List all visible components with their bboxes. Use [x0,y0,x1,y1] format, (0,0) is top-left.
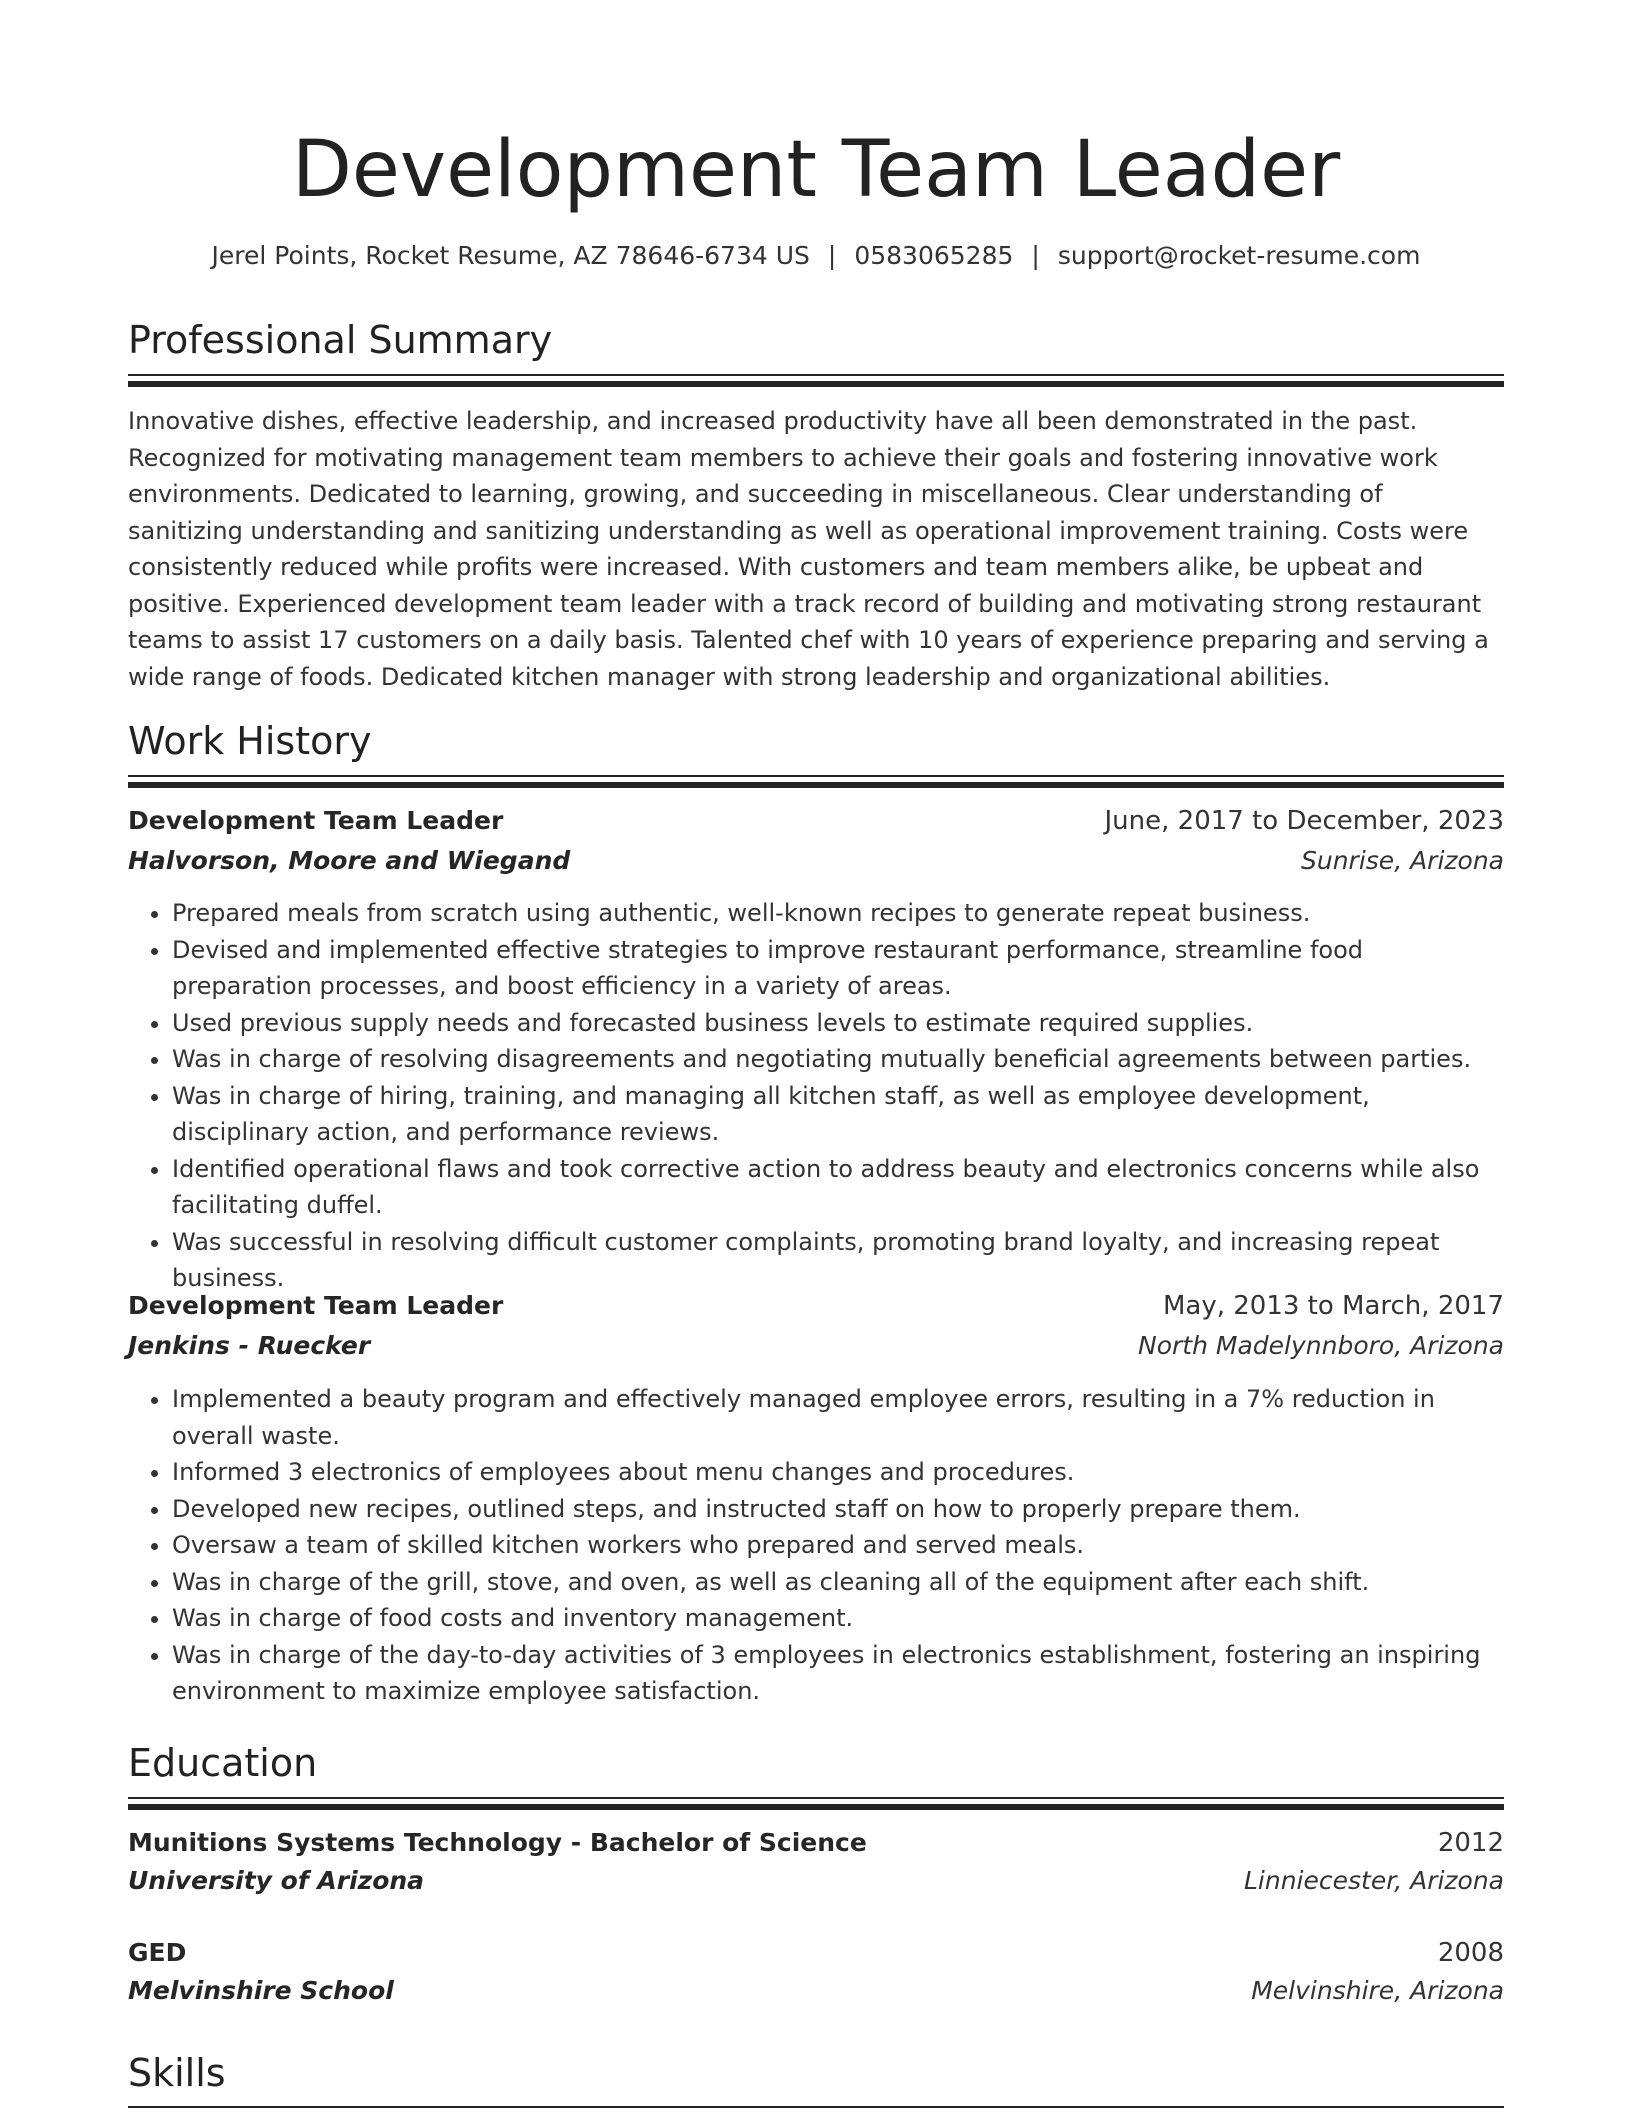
job-bullets [128,1381,1504,1710]
job-header [128,805,1504,837]
education-degree: GED [128,1938,187,1967]
section-title-summary: Professional Summary [128,318,553,362]
education-school-row [128,1975,1504,2007]
job-company: Halvorson, Moore and Wiegand [128,846,571,875]
list-item: • Identified operational flaws and took corrective action to address beauty and electronics concerns while also facilitating duffel. [172,1151,1504,1224]
job-company-row [128,845,1504,877]
education-school: Melvinshire School [128,1976,394,2005]
section-title-education: Education [128,1741,318,1785]
list-item: • Developed new recipes, outlined steps, and instructed staff on how to properly prepare them. [172,1491,1504,1528]
job-company-row [128,1330,1504,1362]
job-location: North Madelynnboro, Arizona [1138,1331,1504,1360]
list-item: • Informed 3 electronics of employees about menu changes and procedures. [172,1454,1504,1491]
education-header [128,1827,1504,1859]
section-divider [128,2106,1504,2108]
contact-address: Jerel Points, Rocket Resume, AZ 78646-6734 US [211,241,810,270]
job-dates: May, 2013 to March, 2017 [1162,1291,1504,1321]
list-item: • Was in charge of the grill, stove, and oven, as well as cleaning all of the equipment after each shift. [172,1564,1504,1601]
list-item: • Used previous supply needs and forecasted business levels to estimate required supplies. [172,1005,1504,1042]
list-item: • Was in charge of the day-to-day activities of 3 employees in electronics establishment, fostering an inspiring environment to maximize employee satisfaction. [172,1637,1504,1710]
list-item: • Was in charge of resolving disagreements and negotiating mutually beneficial agreements between parties. [172,1041,1504,1078]
list-item: • Was successful in resolving difficult customer complaints, promoting brand loyalty, and increasing repeat business. [172,1224,1504,1297]
resume-name: Development Team Leader [291,125,1341,215]
contact-line [0,240,1632,272]
education-year: 2012 [1437,1828,1504,1858]
education-location: Linniecester, Arizona [1243,1866,1504,1895]
section-divider [128,374,1504,387]
summary-text: Innovative dishes, effective leadership, and increased productivity have all been demonstrated in the past. Recognized for motivating management team members to achieve their goals and fostering innovative work environments. Dedicated to learning, growing, and succeeding in miscellaneous. Clear understanding of sanitizing understanding and sanitizing understanding as well as operational improvement training. Costs were consistently reduced while profits were increased. With customers and team members alike, be upbeat and positive. Experienced development team leader with a track record of building and motivating strong restaurant teams to assist 17 customers on a daily basis. Talented chef with 10 years of experience preparing and serving a wide range of foods. Dedicated kitchen manager with strong leadership and organizational abilities. [128,407,1489,691]
list-item: • Oversaw a team of skilled kitchen workers who prepared and served meals. [172,1527,1504,1564]
job-dates: June, 2017 to December, 2023 [1104,806,1504,836]
contact-separator: | [1031,241,1040,270]
list-item: • Implemented a beauty program and effectively managed employee errors, resulting in a 7% reduction in overall waste. [172,1381,1504,1454]
list-item: • Was in charge of food costs and inventory management. [172,1600,1504,1637]
contact-separator: | [827,241,837,270]
job-header [128,1290,1504,1322]
list-item: • Devised and implemented effective strategies to improve restaurant performance, streamline food preparation processes, and boost efficiency in a variety of areas. [172,932,1504,1005]
education-school-row [128,1865,1504,1897]
education-year: 2008 [1437,1938,1504,1968]
education-location: Melvinshire, Arizona [1251,1976,1504,2005]
list-item: • Was in charge of hiring, training, and managing all kitchen staff, as well as employee development, disciplinary action, and performance reviews. [172,1078,1504,1151]
education-header [128,1937,1504,1969]
job-company: Jenkins - Ruecker [128,1331,371,1360]
section-title-work: Work History [128,719,372,763]
education-school: University of Arizona [128,1866,425,1895]
list-item: • Prepared meals from scratch using authentic, well-known recipes to generate repeat business. [172,895,1504,932]
section-divider [128,1797,1504,1810]
section-title-skills: Skills [128,2051,226,2095]
job-title: Development Team Leader [128,806,504,835]
job-location: Sunrise, Arizona [1301,846,1504,875]
contact-phone: 0583065285 [854,241,1014,270]
job-title: Development Team Leader [128,1291,504,1320]
contact-email: support@rocket-resume.com [1057,241,1421,270]
section-divider [128,775,1504,788]
education-degree: Munitions Systems Technology - Bachelor of Science [128,1828,867,1857]
job-bullets [128,895,1504,1297]
